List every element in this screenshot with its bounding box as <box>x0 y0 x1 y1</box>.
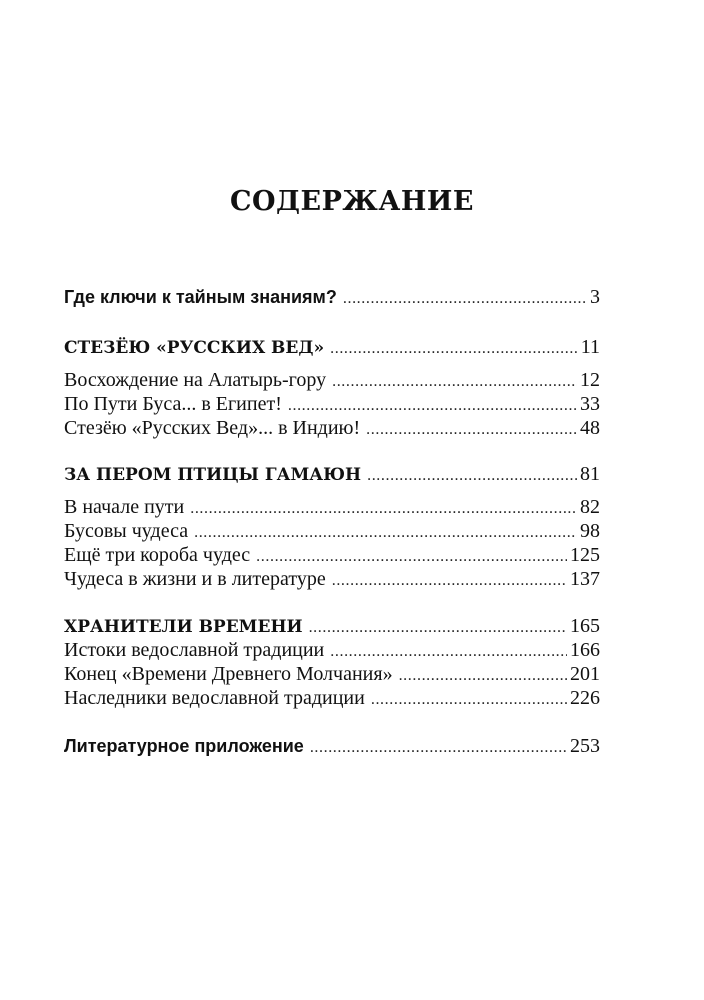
toc-line-page: 33 <box>580 393 600 415</box>
toc-line-text: В начале пути <box>64 496 185 518</box>
dot-leader <box>367 467 577 485</box>
toc-line-page: 166 <box>570 639 600 661</box>
toc-line-text: Литературное приложение <box>64 736 304 756</box>
dot-leader <box>399 667 567 685</box>
toc-line <box>64 369 600 393</box>
toc-line-text: СТЕЗЁЮ «РУССКИХ ВЕД» <box>64 338 325 358</box>
page-title: СОДЕРЖАНИЕ <box>230 186 474 217</box>
toc-line-text: Чудеса в жизни и в литературе <box>64 568 326 590</box>
toc-line-page: 11 <box>580 336 600 358</box>
dot-leader <box>330 340 578 358</box>
toc-line <box>64 520 600 544</box>
toc-line <box>64 286 600 310</box>
toc-line-text: Бусовы чудеса <box>64 520 189 542</box>
toc-line-page: 165 <box>570 615 600 637</box>
dot-leader <box>309 619 567 637</box>
toc-line <box>64 393 600 417</box>
dot-leader <box>366 421 577 439</box>
toc-line <box>64 544 600 568</box>
toc-line-page: 201 <box>570 663 600 685</box>
dot-leader <box>256 548 567 566</box>
toc-line-page: 82 <box>580 496 600 518</box>
toc-line-text: Конец «Времени Древнего Молчания» <box>64 663 393 685</box>
toc-line-text: Истоки ведославной традиции <box>64 639 325 661</box>
toc-line <box>64 663 600 687</box>
dot-leader <box>190 500 577 518</box>
dot-leader <box>343 290 587 308</box>
toc-line-text: Где ключи к тайным знаниям? <box>64 287 337 307</box>
toc-line-page: 81 <box>580 463 600 485</box>
toc-line-page: 3 <box>590 286 600 308</box>
toc-line-page: 48 <box>580 417 600 439</box>
toc-line <box>64 496 600 520</box>
dot-leader <box>288 397 577 415</box>
toc-line-text: ХРАНИТЕЛИ ВРЕМЕНИ <box>64 617 303 637</box>
toc-line-page: 12 <box>580 369 600 391</box>
toc-line-page: 226 <box>570 687 600 709</box>
toc-line <box>64 417 600 441</box>
toc-line-text: Стезёю «Русских Вед»... в Индию! <box>64 417 361 439</box>
dot-leader <box>332 572 567 590</box>
toc-line <box>64 568 600 592</box>
toc-line <box>64 336 600 360</box>
toc-line-page: 125 <box>570 544 600 566</box>
dot-leader <box>371 691 567 709</box>
toc-line-text: Восхождение на Алатырь-гору <box>64 369 327 391</box>
dot-leader <box>330 643 567 661</box>
toc-line <box>64 463 600 487</box>
toc-line <box>64 615 600 639</box>
toc-line <box>64 639 600 663</box>
dot-leader <box>194 524 577 542</box>
toc-line-page: 137 <box>570 568 600 590</box>
toc-line-text: Ещё три короба чудес <box>64 544 251 566</box>
toc-line-page: 98 <box>580 520 600 542</box>
dot-leader <box>332 373 577 391</box>
toc-line <box>64 735 600 759</box>
toc-line-text: По Пути Буса... в Египет! <box>64 393 282 415</box>
toc-line <box>64 687 600 711</box>
toc-line-text: Наследники ведославной традиции <box>64 687 365 709</box>
toc-line-page: 253 <box>570 735 600 757</box>
dot-leader <box>310 739 567 757</box>
toc-line-text: ЗА ПЕРОМ ПТИЦЫ ГАМАЮН <box>64 465 362 485</box>
